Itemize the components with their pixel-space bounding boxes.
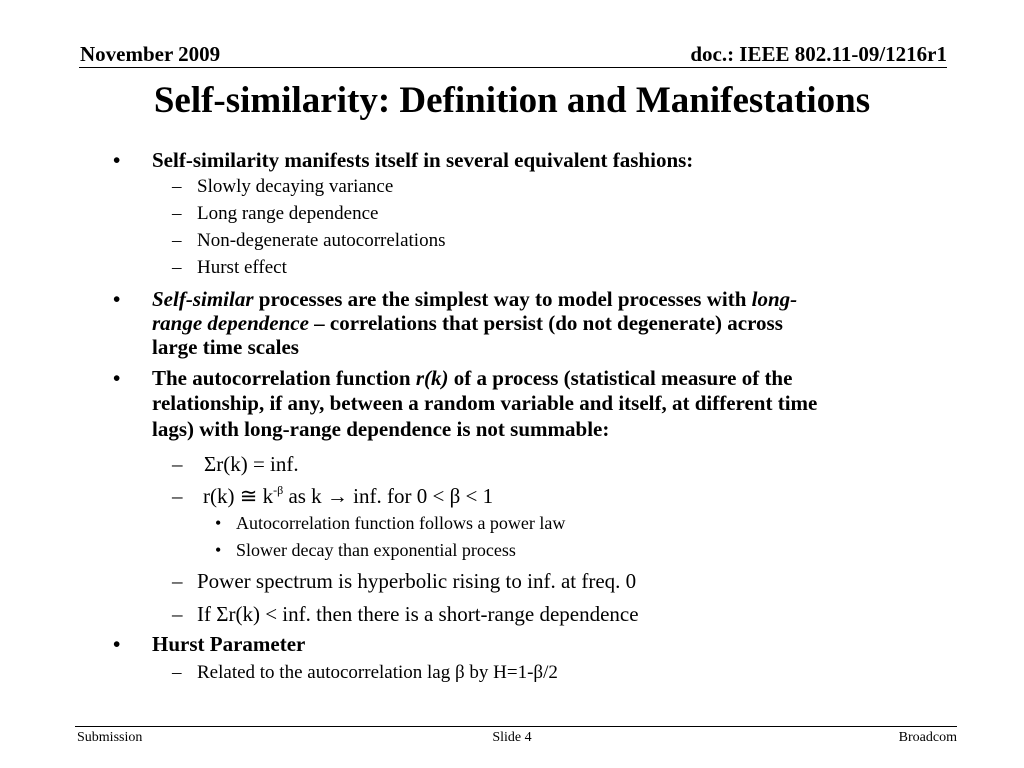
sub-item: Related to the autocorrelation lag β by H=1-β/2 — [197, 662, 558, 683]
sub-item: Slowly decaying variance — [197, 176, 394, 197]
dash-icon: – — [172, 257, 182, 278]
header-divider — [79, 67, 947, 68]
dash-icon: – — [172, 176, 182, 197]
bullet-self-similar-line1 — [152, 287, 797, 311]
bullet-autocorrelation-line2: relationship, if any, between a random variable and itself, at different time — [152, 391, 818, 415]
bullet-self-similarity-fashions: Self-similarity manifests itself in several equivalent fashions: — [152, 148, 694, 172]
bullet-icon: • — [113, 366, 121, 390]
dash-icon: – — [172, 203, 182, 224]
bullet-icon: • — [215, 513, 222, 533]
italic-term: long- — [751, 287, 798, 311]
text-run: processes are the simplest way to model processes with — [253, 287, 752, 311]
short-range-item: If Σr(k) < inf. then there is a short-range dependence — [197, 602, 639, 626]
bullet-autocorrelation-line3: lags) with long-range dependence is not summable: — [152, 417, 610, 441]
italic-term: Self-similar — [152, 287, 254, 311]
footer-divider — [75, 726, 957, 727]
text-run: The autocorrelation function — [152, 366, 416, 390]
spectrum-item: Power spectrum is hyperbolic rising to inf. at freq. 0 — [197, 569, 637, 593]
bullet-icon: • — [215, 540, 222, 560]
bullet-autocorrelation-line1 — [152, 366, 792, 390]
sub-sub-item: Autocorrelation function follows a power law — [236, 513, 566, 533]
footer-slide-number: Slide 4 — [492, 730, 532, 745]
exponent: -β — [273, 483, 284, 497]
sub-sub-item: Slower decay than exponential process — [236, 540, 516, 560]
bullet-icon: • — [113, 287, 121, 311]
dash-icon: – — [172, 230, 182, 251]
bullet-hurst-parameter: Hurst Parameter — [152, 632, 306, 656]
slide-title: Self-similarity: Definition and Manifestations — [153, 80, 871, 121]
italic-term: r(k) — [415, 366, 449, 390]
italic-term: range dependence — [152, 311, 309, 335]
text-run: of a process (statistical measure of the — [448, 366, 793, 390]
text-run: r(k) ≅ k — [203, 484, 274, 508]
sub-item: Long range dependence — [197, 203, 379, 224]
bullet-self-similar-line3: large time scales — [152, 335, 299, 359]
sum-formula: Σr(k) = inf. — [204, 452, 299, 476]
sub-item: Non-degenerate autocorrelations — [197, 230, 446, 251]
bullet-icon: • — [113, 148, 121, 172]
dash-icon: – — [172, 569, 183, 593]
text-run: as k → inf. for 0 < β < 1 — [283, 484, 494, 508]
power-law-formula — [203, 483, 493, 512]
bullet-icon: • — [113, 632, 121, 656]
header-date: November 2009 — [80, 42, 221, 66]
text-run: – correlations that persist (do not degenerate) across — [308, 311, 783, 335]
footer-submission: Submission — [77, 730, 143, 745]
dash-icon: – — [172, 662, 182, 683]
bullet-self-similar-line2 — [152, 311, 783, 335]
sub-item: Hurst effect — [197, 257, 287, 278]
header-doc-id: doc.: IEEE 802.11-09/1216r1 — [690, 42, 947, 66]
dash-icon: – — [172, 452, 183, 476]
footer-company: Broadcom — [898, 730, 957, 745]
dash-icon: – — [172, 484, 183, 508]
dash-icon: – — [172, 602, 183, 626]
